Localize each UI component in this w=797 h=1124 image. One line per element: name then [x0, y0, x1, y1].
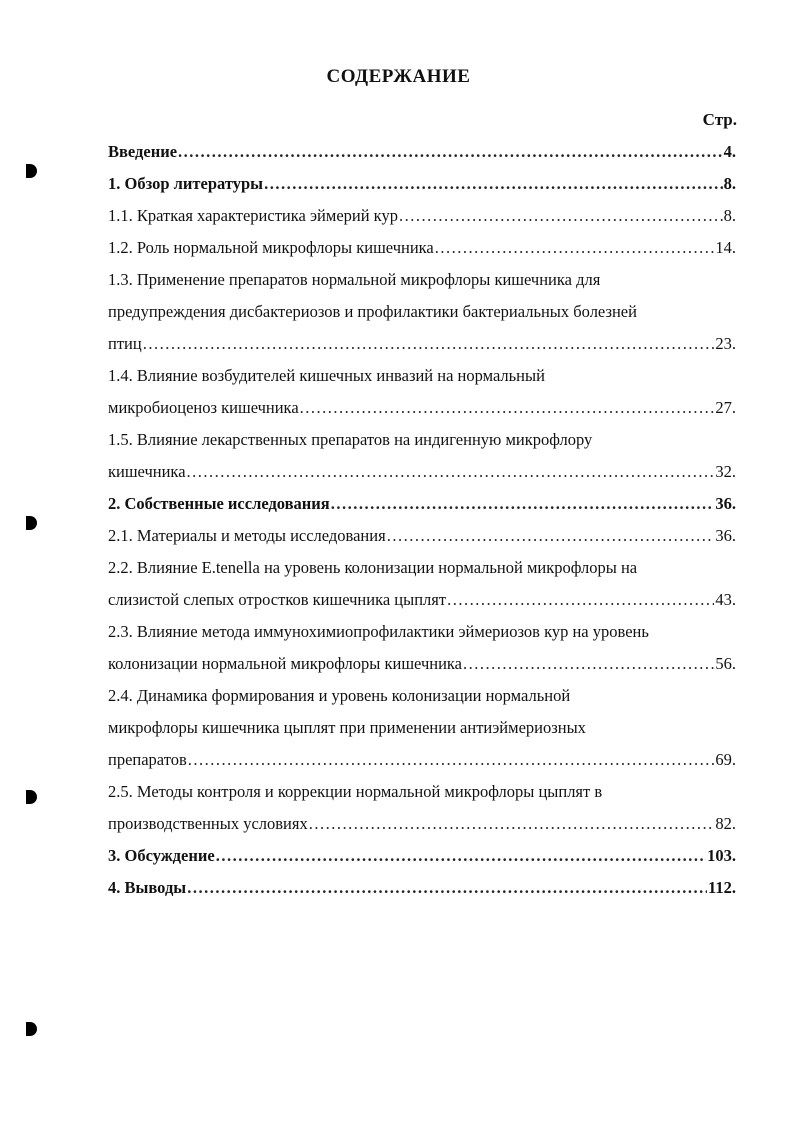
toc-entry [108, 809, 736, 839]
leader-dots [188, 745, 715, 775]
toc-entry-title: 2. Собственные исследования [108, 494, 330, 513]
toc-entry-page: 4. [723, 142, 736, 161]
toc-entry [108, 585, 736, 615]
toc-entry-line: микрофлоры кишечника цыплят при применении антиэймериозных [108, 718, 586, 737]
toc-entry-page: 27. [715, 398, 736, 417]
toc-entry [108, 169, 736, 199]
toc-entry [108, 329, 736, 359]
toc-entry-page: 103. [707, 846, 736, 865]
toc-entry-title: 1. Обзор литературы [108, 174, 264, 193]
leader-dots [331, 489, 715, 519]
toc-entry-page: 32. [715, 462, 736, 481]
leader-dots [216, 841, 706, 871]
leader-dots [187, 457, 715, 487]
toc-entry-line: 1.5. Влияние лекарственных препаратов на индигенную микрофлору [108, 430, 593, 449]
toc-entry-title: 3. Обсуждение [108, 846, 215, 865]
leader-dots [387, 521, 715, 551]
toc-entry-title: 2.1. Материалы и методы исследования [108, 526, 386, 545]
toc-entry-title: 4. Выводы [108, 878, 187, 897]
toc-entry-line: 2.3. Влияние метода иммунохимиопрофилактики эймериозов кур на уровень [108, 622, 649, 641]
toc-entry [108, 233, 736, 263]
leader-dots [143, 329, 715, 359]
toc-entry-page: 112. [708, 878, 736, 897]
toc-entry-page: 23. [715, 334, 736, 353]
toc-entry-line: 2.5. Методы контроля и коррекции нормальной микрофлоры цыплят в [108, 782, 603, 801]
toc-entry-line: 1.4. Влияние возбудителей кишечных инвазий на нормальный [108, 366, 545, 385]
leader-dots [187, 873, 707, 903]
leader-dots [300, 393, 715, 423]
toc-entry [108, 649, 736, 679]
page-title: СОДЕРЖАНИЕ [326, 66, 471, 87]
binding-mark [26, 164, 37, 178]
toc-entry [108, 137, 736, 167]
toc-entry-line: предупреждения дисбактериозов и профилактики бактериальных болезней [108, 302, 637, 321]
toc-entry-title: микробиоценоз кишечника [108, 398, 299, 417]
toc-entry-title: Введение [108, 142, 178, 161]
toc-entry-title: производственных условиях [108, 814, 308, 833]
toc-entry-page: 82. [715, 814, 736, 833]
leader-dots [463, 649, 714, 679]
toc-entry-page: 56. [715, 654, 736, 673]
toc-entry-page: 8. [723, 174, 736, 193]
toc-entry-page: 36. [715, 494, 736, 513]
toc-entry [108, 873, 736, 903]
toc-entry [108, 201, 736, 231]
toc-entry [108, 393, 736, 423]
binding-mark [26, 790, 37, 804]
toc-entry [108, 457, 736, 487]
toc-entry-page: 36. [715, 526, 736, 545]
toc-entry-page: 14. [715, 238, 736, 257]
toc-entry [108, 841, 736, 871]
leader-dots [447, 585, 714, 615]
toc-entry-title: 1.2. Роль нормальной микрофлоры кишечника [108, 238, 434, 257]
leader-dots [435, 233, 715, 263]
leader-dots [264, 169, 723, 199]
binding-mark [26, 516, 37, 530]
toc-entry-line: 2.2. Влияние E.tenella на уровень колонизации нормальной микрофлоры на [108, 558, 638, 577]
toc-entry [108, 489, 736, 519]
toc-entry-title: кишечника [108, 462, 186, 481]
toc-entry-page: 43. [715, 590, 736, 609]
page-column-label: Стр. [702, 110, 737, 129]
toc-entry-title: препаратов [108, 750, 187, 769]
leader-dots [399, 201, 723, 231]
leader-dots [309, 809, 715, 839]
toc-entry-page: 69. [715, 750, 736, 769]
toc-entry-line: 2.4. Динамика формирования и уровень колонизации нормальной [108, 686, 571, 705]
toc-entry-title: слизистой слепых отростков кишечника цыплят [108, 590, 447, 609]
toc-entry-page: 8. [723, 206, 736, 225]
toc-entry [108, 521, 736, 551]
toc-entry [108, 745, 736, 775]
toc-entry-title: колонизации нормальной микрофлоры кишечника [108, 654, 463, 673]
toc-entry-title: 1.1. Краткая характеристика эймерий кур [108, 206, 398, 225]
binding-mark [26, 1022, 37, 1036]
leader-dots [178, 137, 723, 167]
toc-entry-title: птиц [108, 334, 142, 353]
toc-entry-line: 1.3. Применение препаратов нормальной микрофлоры кишечника для [108, 270, 601, 289]
